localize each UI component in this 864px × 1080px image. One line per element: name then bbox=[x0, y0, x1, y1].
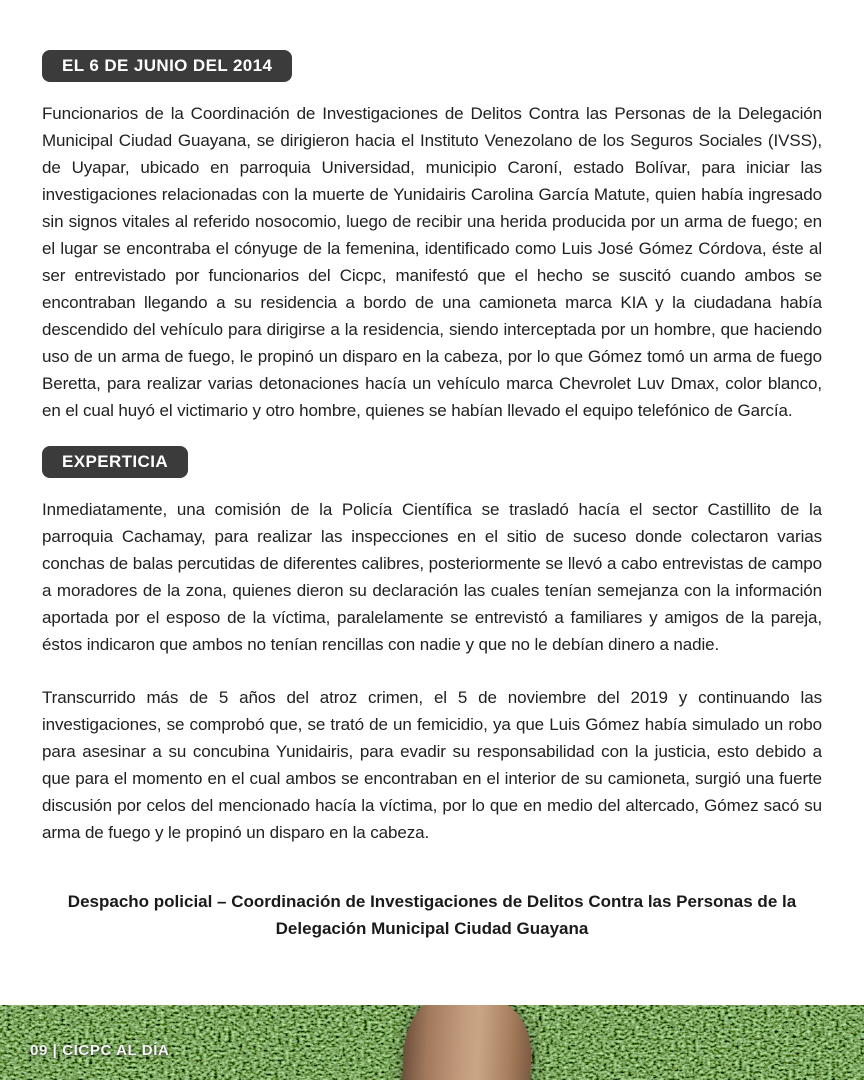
expertise-paragraph: Inmediatamente, una comisión de la Policía Científica se trasladó hacía el sector Castillito de la parroquia Cachamay, para realizar las inspecciones en el sitio de suceso donde colectaron varias conchas de balas percutidas de diferentes calibres, posteriormente se llevó a cabo entrevistas de campo a moradores de la zona, quienes dieron su declaración las cuales tenían semejanza con la información aportada por el esposo de la víctima, paralelamente se entrevistó a familiares y amigos de la pareja, éstos indicaron que ambos no tenían rencillas con nadie y que no le debían dinero a nadie. bbox=[42, 500, 822, 654]
experticia-section-badge: EXPERTICIA bbox=[42, 446, 188, 478]
date-section-badge: EL 6 DE JUNIO DEL 2014 bbox=[42, 50, 292, 82]
page-number-label: 09 | CICPC AL DÍA bbox=[30, 1042, 170, 1059]
footer-photo-strip bbox=[0, 1005, 864, 1080]
conclusion-paragraph: Transcurrido más de 5 años del atroz crimen, el 5 de noviembre del 2019 y continuando las investigaciones, se comprobó que, se trató de un femicidio, ya que Luis Gómez había simulado un robo para asesinar a su concubina Yunidairis, para evadir su responsabilidad con la justicia, esto debido a que para el momento en el cual ambos se encontraban en el interior de su camioneta, surgió una fuerte discusión por celos del mencionado hacía la víctima, por lo que en medio del altercado, Gómez sacó su arma de fuego y le propinó un disparo en la cabeza. bbox=[42, 688, 822, 842]
incident-paragraph: Funcionarios de la Coordinación de Investigaciones de Delitos Contra las Personas de la Delegación Municipal Ciudad Guayana, se dirigieron hacia el Instituto Venezolano de los Seguros Sociales (IVSS), de Uyapar, ubicado en parroquia Universidad, municipio Caroní, estado Bolívar, para iniciar las investigaciones relacionadas con la muerte de Yunidairis Carolina García Matute, quien había ingresado sin signos vitales al referido nosocomio, luego de recibir una herida producida por un arma de fuego; en el lugar se encontraba el cónyuge de la femenina, identificado como Luis José Gómez Córdova, éste al ser entrevistado por funcionarios del Cicpc, manifestó que el hecho se suscitó cuando ambos se encontraban llegando a su residencia a bordo de una camioneta marca KIA y la ciudadana había descendido del vehículo para dirigirse a la residencia, siendo interceptada por un hombre, que haciendo uso de un arma de fuego, le propinó un disparo en la cabeza, por lo que Gómez tomó un arma de fuego Beretta, para realizar varias detonaciones hacía un vehículo marca Chevrolet Luv Dmax, color blanco, en el cual huyó el victimario y otro hombre, quienes se habían llevado el equipo telefónico de García. bbox=[42, 104, 822, 420]
article-source-caption: Despacho policial – Coordinación de Investigaciones de Delitos Contra las Personas de la Delegación Municipal Ciudad Guayana bbox=[67, 892, 797, 938]
arm-photo bbox=[402, 1005, 535, 1080]
